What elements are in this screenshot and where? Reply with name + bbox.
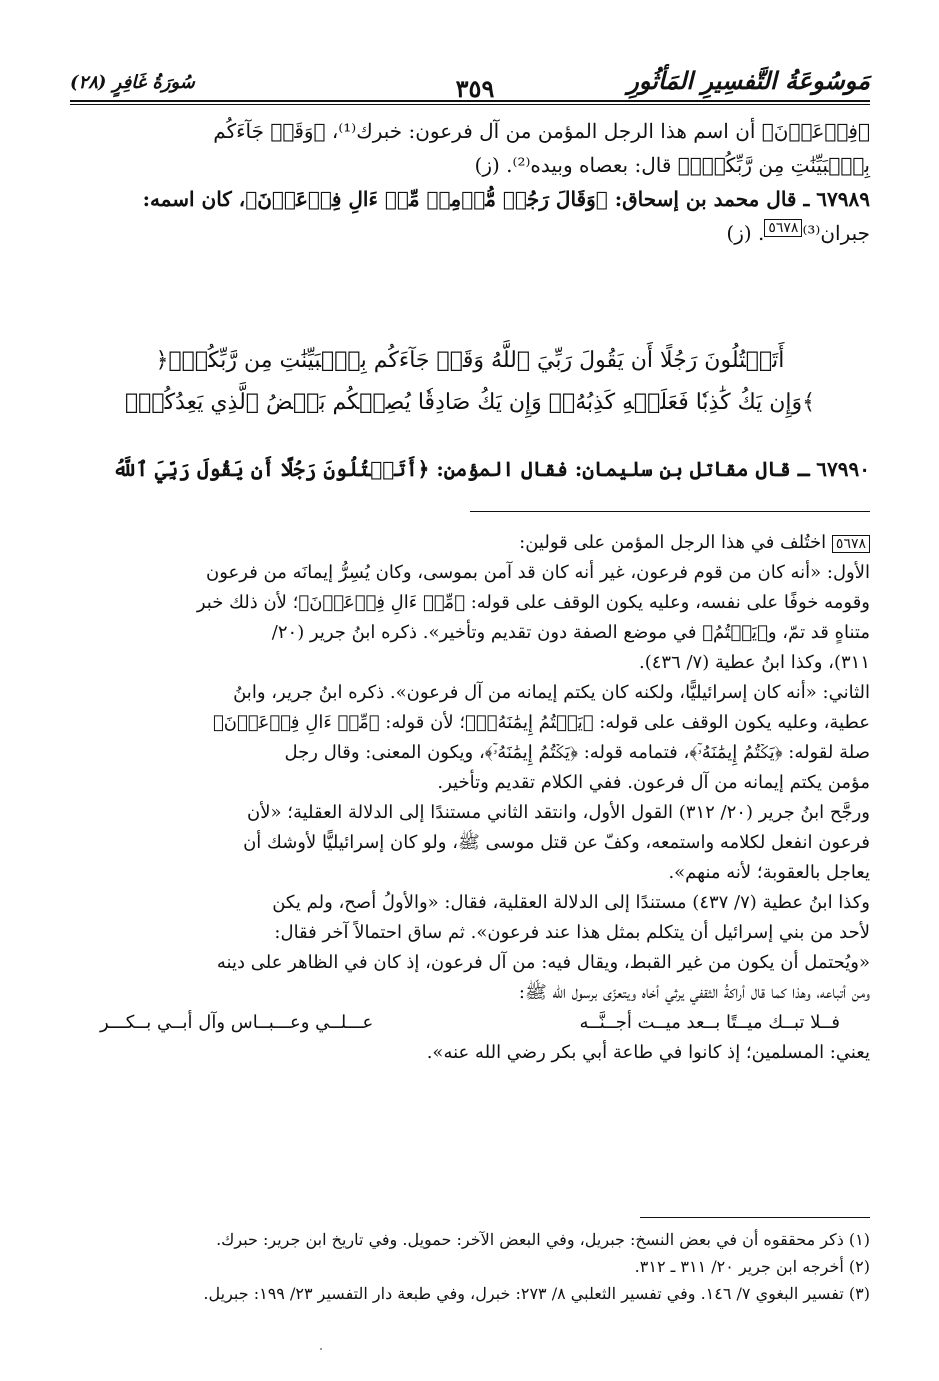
scan-speck	[320, 1348, 322, 1350]
commentary-intro	[70, 528, 870, 558]
poem-first-hemistich: فــلا تبــك ميــتًا بــعد ميــت أجــنَّــه	[579, 1012, 840, 1033]
narration-67990	[70, 452, 870, 486]
footnote-3: (٣) تفسير البغوي ٧/ ١٤٦. وفي تفسير الثعلبي ٨/ ٢٧٣: خبرل، وفي طبعة دار التفسير ٢٣/ ١٩٩: جبريل.	[203, 1284, 870, 1303]
commentary-line: فرعون انفعل لكلامه واستمعه، وكفّ عن قتل موسى ﷺ، ولو كان إسرائيليًّا لأوشك أن	[243, 832, 870, 853]
commentary-line: عطية، وعليه يكون الوقف على قوله: ﴿يَكۡتُمُ إِيمَٰنَهُۥٓ﴾؛ لأن قوله: ﴿مِّنۡ ءَالِ فِرۡعَوۡنَ﴾	[212, 712, 870, 733]
line-tail: . (ز)	[726, 221, 765, 245]
poem-second-hemistich: عـــلــي وعـــبــاس وآل أبــي بــكـــر	[100, 1012, 374, 1033]
verse-line: ﴿أَتَقۡتُلُونَ رَجُلًا أَن يَقُولَ رَبِّيَ ٱللَّهُ وَقَدۡ جَآءَكُم بِٱلۡبَيِّنَٰتِ مِن رَّبِّكُمۡۖ	[155, 348, 785, 373]
verse-line: وَإِن يَكُ كَٰذِبٗا فَعَلَيۡهِ كَذِبُهُۥۖ وَإِن يَكُ صَادِقٗا يُصِبۡكُم بَعۡضُ ٱلَّذِي يَعِدُكُمۡۖ﴾	[124, 390, 816, 415]
surah-label: سُورَةُ غَافِرٍ (٢٨)	[70, 72, 195, 93]
commentary-line: وكذا ابنُ عطية (٧/ ٤٣٧) مستندًا إلى الدلالة العقلية، فقال: «والأولُ أصح، ولم يكن	[272, 892, 870, 913]
poem-verse	[70, 1008, 870, 1038]
commentary-line: ورجَّح ابنُ جرير (٢٠/ ٣١٢) القول الأول، وانتقد الثاني مستندًا إلى الدلالة العقلية؛ «لأن	[247, 802, 870, 823]
narration-line: ٦٧٩٩٠ ـ قال مقاتل بن سليمان: فقال المؤمن: ﴿أَتَقۡتُلُونَ رَجُلًا أَن يَقُولَ رَبِّيَ ٱللَّهُ	[112, 457, 870, 481]
commentary-line: ومن أتباعه، وهذا كما قال أراكةُ الثقفي يرثي أخاه ويتعزّى برسول الله ﷺ:	[518, 982, 870, 1003]
commentary-ref-box[interactable]: ٥٦٧٨	[764, 219, 802, 237]
verse-block	[70, 340, 870, 424]
commentary-line: صلة لقوله: ﴿يَكۡتُمُ إِيمَٰنَهُۥٓ﴾، فتمامه قوله: ﴿يَكۡتُمُ إِيمَٰنَهُۥٓ﴾، ويكون المعنى: وقال رجل	[284, 742, 870, 763]
commentary-line: لأحد من بني إسرائيل أن يتكلم بمثل هذا عند فرعون». ثم ساق احتمالاً آخر فقال:	[274, 922, 870, 943]
main-line: ﴿فِرۡعَوۡنَ﴾ أن اسم هذا الرجل المؤمن من آل فرعون: خبرك⁽¹⁾، ﴿وَقَدۡ جَآءَكُم	[213, 119, 870, 143]
commentary-line: يعاجل بالعقوبة؛ لأنه منهم».	[668, 862, 870, 883]
commentary	[70, 528, 870, 1068]
commentary-line: ٣١١)، وكذا ابنُ عطية (٧/ ٤٣٦).	[638, 652, 870, 673]
commentary-line: متناهٍ قد تمّ، و﴿يَكۡتُمُ﴾ في موضع الصفة دون تقديم وتأخير». ذكره ابنُ جرير (٢٠/	[271, 622, 870, 643]
commentary-line: «ويُحتمل أن يكون من غير القبط، ويقال فيه: من آل فرعون، إذ كان في الظاهر على دينه	[216, 952, 870, 973]
main-text	[70, 114, 870, 250]
commentary-separator	[470, 511, 870, 512]
footnote-1: (١) ذكر محققوه أن في بعض النسخ: جبريل، وفي البعض الآخر: حمويل. وفي تاريخ ابن جرير: حبرك.	[216, 1230, 870, 1249]
page-number: ٣٥٩	[455, 74, 495, 103]
commentary-line: وقومه خوفًا على نفسه، وعليه يكون الوقف على قوله: ﴿مِّنۡ ءَالِ فِرۡعَوۡنَ﴾؛ لأن ذلك خبر	[196, 592, 870, 613]
name-text: جبران⁽³⁾	[802, 221, 870, 245]
footnotes	[70, 1226, 870, 1307]
commentary-ref-box[interactable]: ٥٦٧٨	[832, 535, 870, 553]
header-rule	[70, 100, 870, 102]
commentary-line: مؤمن يكتم إيمانه من آل فرعون. ففي الكلام تقديم وتأخير.	[437, 772, 870, 793]
commentary-line: الأول: «أنه كان من قوم فرعون، غير أنه كان قد آمن بموسى، وكان يُسِرُّ إيمانَه من فرعون	[206, 562, 870, 583]
header-rule-thin	[70, 104, 870, 105]
footnote-2: (٢) أخرجه ابن جرير ٢٠/ ٣١١ ـ ٣١٢.	[634, 1257, 870, 1276]
commentary-closing: يعني: المسلمين؛ إذ كانوا في طاعة أبي بكر رضي الله عنه».	[426, 1042, 870, 1063]
main-line	[70, 216, 870, 250]
footnote-separator	[640, 1217, 870, 1218]
book-title: مَوسُوعَةُ التَّفسِيرِ المَأثُورِ	[627, 66, 870, 95]
commentary-line: الثاني: «أنه كان إسرائيليًّا، ولكنه كان يكتم إيمانه من آل فرعون». ذكره ابنُ جرير، وابنُ	[233, 682, 870, 703]
main-line: بِٱلۡبَيِّنَٰتِ مِن رَّبِّكُمۡۖ﴾ قال: بعصاه وبيده⁽²⁾. (ز)	[474, 153, 870, 177]
commentary-line: اختُلف في هذا الرجل المؤمن على قولين:	[519, 532, 827, 553]
narration-67989: ٦٧٩٨٩ ـ قال محمد بن إسحاق: ﴿وَقَالَ رَجُلٞ مُّؤۡمِنٞ مِّنۡ ءَالِ فِرۡعَوۡنَ﴾، كان اسمه:	[142, 187, 870, 211]
